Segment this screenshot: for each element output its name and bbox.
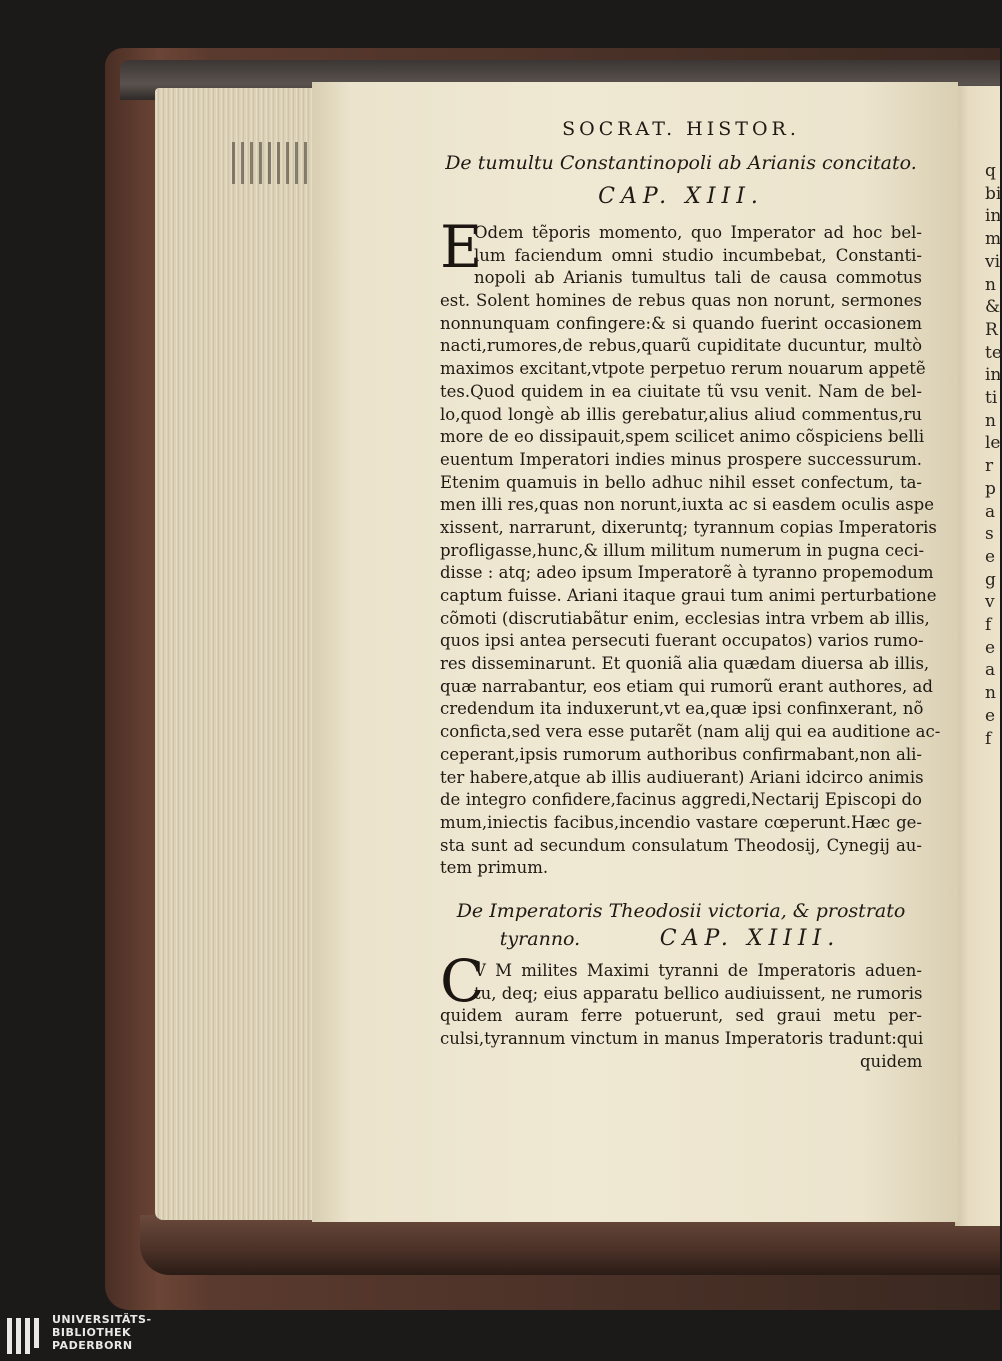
facing-page-letter: te [985, 342, 1002, 363]
book-cover-bottom [140, 1215, 1000, 1275]
facing-page-letter: n [985, 274, 996, 295]
text-line: quos ipsi antea persecuti fuerant occupatos) varios rumo- [440, 631, 924, 651]
facing-page-letter: bi [985, 183, 1002, 204]
text-line: ceperant,ipsis rumorum authoribus confirmabant,non ali- [440, 744, 922, 764]
logo-line-2: BIBLIOTHEK [52, 1326, 132, 1339]
facing-page-letter: s [985, 524, 994, 545]
text-line: Etenim quamuis in bello adhuc nihil esset confectum, ta- [440, 472, 922, 492]
text-line: nopoli ab Arianis tumultus tali de causa commotus [474, 268, 922, 288]
text-line: sta sunt ad secundum consulatum Theodosij, Cynegij au- [440, 835, 922, 855]
facing-page-letter: e [985, 637, 996, 658]
text-line: V M milites Maximi tyranni de Imperatoris aduen- [474, 961, 922, 980]
library-logo-text [52, 1313, 152, 1352]
text-line: res disseminarunt. Et quoniã alia quædam diuersa ab illis, [440, 654, 930, 674]
facing-page-letters [985, 160, 1000, 750]
text-line: maximos excitant,vtpote perpetuo rerum nouarum appetẽ [440, 359, 926, 379]
edge-marking [232, 142, 312, 184]
chapter-14-number: CAP. XIIII. [659, 926, 841, 951]
facing-page-letter: e [985, 705, 996, 726]
logo-line-3: PADERBORN [52, 1339, 133, 1352]
text-line: quæ narrabantur, eos etiam qui rumorũ erant authores, ad [440, 676, 933, 696]
text-line: culsi,tyrannum vinctum in manus Imperatoris tradunt:qui [440, 1029, 924, 1049]
facing-page-letter: g [985, 569, 996, 590]
chapter-13-title: De tumultu Constantinopoli ab Arianis concitato. [445, 152, 917, 174]
facing-page-letter: in [985, 365, 1002, 386]
chapter-14-dropcap: C [440, 947, 485, 1015]
text-line: mum,iniectis facibus,incendio vastare cœperunt.Hæc ge- [440, 812, 922, 832]
facing-page-letter: le [985, 433, 1001, 454]
text-line: cõmoti (discrutiabãtur enim, ecclesias intra vrbem ab illis, [440, 608, 930, 628]
chapter-13-number: CAP. XIII. [598, 184, 764, 209]
text-line: de integro confidere,facinus aggredi,Nectarij Episcopi do [440, 790, 922, 810]
text-line: Odem tẽporis momento, quo Imperator ad hoc bel- [474, 223, 922, 242]
text-line: xissent, narrarunt, dixeruntq; tyrannum copias Imperatoris [440, 517, 937, 537]
facing-page-letter: ti [985, 388, 998, 409]
text-line: tes.Quod quidem in ea ciuitate tũ vsu venit. Nam de bel- [440, 381, 922, 401]
text-line: captum fuisse. Ariani itaque graui tum animi perturbatione [440, 586, 937, 605]
facing-page-letter: r [985, 456, 994, 477]
facing-page-letter: a [985, 660, 996, 681]
text-line: euentum Imperatori indies minus prospere successurum. [440, 449, 922, 469]
chapter-14-title-line2: tyranno. [499, 928, 581, 950]
facing-page-letter: q [985, 161, 996, 181]
library-logo-icon [6, 1316, 44, 1356]
text-line: tu, deq; eius apparatu bellico audiuissent, ne rumoris [474, 983, 923, 1003]
chapter-13-dropcap: E [440, 213, 483, 281]
catchword: quidem [860, 1052, 923, 1071]
facing-page-letter: e [985, 546, 996, 567]
facing-page-letter: m [985, 229, 1002, 250]
facing-page-letter: f [985, 615, 992, 636]
text-line: est. Solent homines de rebus quas non norunt, sermones [440, 291, 922, 311]
text-line: more de eo dissipauit,spem scilicet animo cõspiciens belli [440, 427, 925, 447]
facing-page-letter: n [985, 683, 996, 704]
facing-page-letter: n [985, 410, 996, 431]
facing-page-letter: p [985, 478, 996, 499]
text-line: conficta,sed vera esse putarẽt (nam alij qui ea auditione ac- [440, 722, 941, 742]
facing-page-letter: in [985, 206, 1002, 227]
text-line: credendum ita induxerunt,vt ea,quæ ipsi confinxerant, nõ [440, 699, 924, 719]
facing-page-letter: a [985, 501, 996, 522]
page-edges [155, 88, 315, 1220]
facing-page-letter: & [985, 297, 1001, 318]
text-line: ter habere,atque ab illis audiuerant) Ariani idcirco animis [440, 767, 924, 787]
text-line: tem primum. [440, 858, 549, 878]
text-line: lo,quod longè ab illis gerebatur,alius aliud commentus,ru [440, 404, 922, 424]
logo-line-1: UNIVERSITÄTS- [52, 1313, 152, 1326]
facing-page-letter: f [985, 728, 992, 749]
chapter-14-title-line1: De Imperatoris Theodosii victoria, & prostrato [456, 900, 906, 922]
chapter-14-text [440, 960, 922, 1051]
text-line: men illi res,quas non norunt,iuxta ac si easdem oculis aspe [440, 495, 934, 515]
chapter-13-text [440, 222, 941, 880]
text-line: disse : atq; adeo ipsum Imperatorẽ à tyranno propemodum [440, 563, 934, 583]
text-line: profligasse,hunc,& illum militum numerum in pugna ceci- [440, 540, 925, 560]
facing-page-letter: R [985, 319, 998, 340]
running-head: SOCRAT. HISTOR. [562, 118, 800, 140]
facing-page-letter: v [985, 592, 995, 613]
text-line: nonnunquam confingere:& si quando fuerint occasionem [440, 313, 922, 333]
text-line: quidem auram ferre potuerunt, sed graui metu per- [440, 1006, 922, 1026]
text-line: nacti,rumores,de rebus,quarũ cupiditate ducuntur, multò [440, 336, 922, 356]
text-line: lum faciendum omni studio incumbebat, Constanti- [474, 245, 922, 265]
facing-page-letter: vi [985, 251, 1001, 272]
